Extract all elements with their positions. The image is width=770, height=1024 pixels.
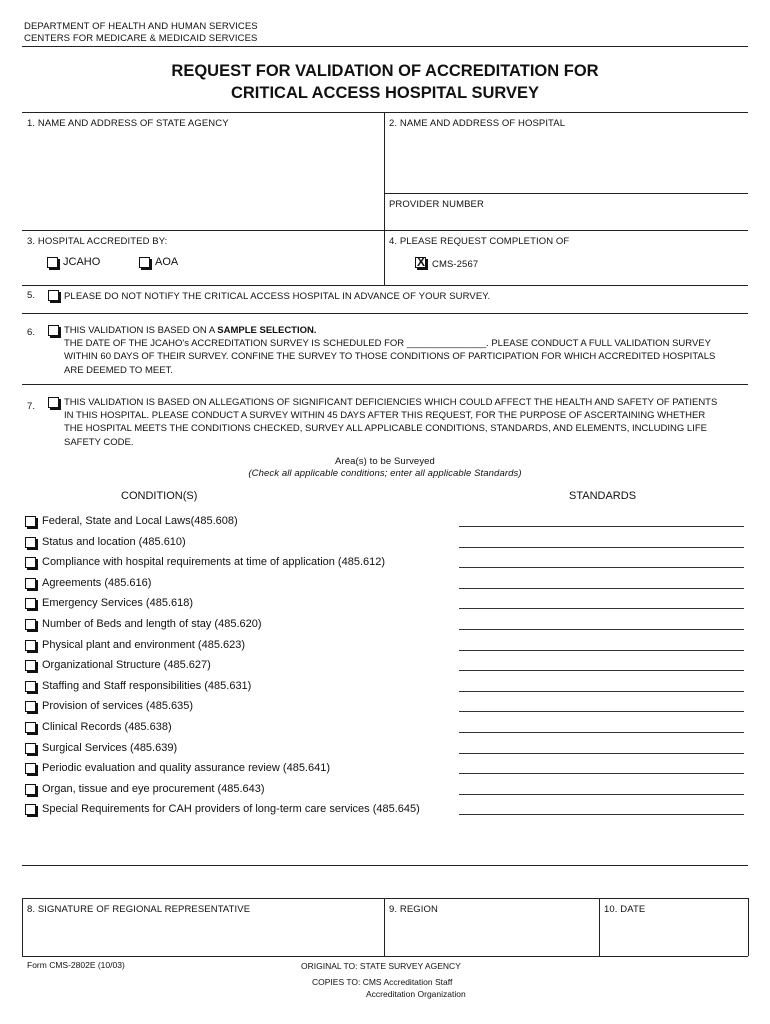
item6-divider xyxy=(22,313,748,314)
request-completion-label: 4. PLEASE REQUEST COMPLETION OF xyxy=(389,236,570,247)
item6-text-b: SAMPLE SELECTION. xyxy=(217,325,317,336)
item5-divider xyxy=(22,285,748,286)
condition-label: Compliance with hospital requirements at time of application (485.612) xyxy=(42,556,386,569)
item5-number: 5. xyxy=(27,290,36,301)
signature-box-right xyxy=(748,898,749,956)
item7-line-3: THE HOSPITAL MEETS THE CONDITIONS CHECKED, SURVEY ALL APPLICABLE CONDITIONS, STANDARDS, AND ELEMENTS, INCLUDING LIFE xyxy=(64,423,707,434)
standards-entry-line[interactable] xyxy=(459,608,744,609)
item6-text-a: THIS VALIDATION IS BASED ON A xyxy=(64,325,218,336)
item5-text: PLEASE DO NOT NOTIFY THE CRITICAL ACCESS HOSPITAL IN ADVANCE OF YOUR SURVEY. xyxy=(64,291,491,302)
provider-divider xyxy=(384,193,748,194)
item7-divider xyxy=(22,384,748,385)
condition-checkbox[interactable] xyxy=(25,598,36,609)
jcaho-label: JCAHO xyxy=(63,256,101,268)
cms-2567-checkbox[interactable] xyxy=(415,257,426,268)
cms-2567-label: CMS-2567 xyxy=(432,259,479,270)
agency-line-2: CENTERS FOR MEDICARE & MEDICAID SERVICES xyxy=(24,33,258,44)
condition-checkbox[interactable] xyxy=(25,537,36,548)
item7-line-2: IN THIS HOSPITAL. PLEASE CONDUCT A SURVEY WITHIN 45 DAYS AFTER THIS REQUEST, FOR THE PURPOSE OF ASCERTAINING WHETHER xyxy=(64,410,706,421)
signature-box-bottom xyxy=(22,956,748,957)
condition-label: Clinical Records (485.638) xyxy=(42,721,172,733)
standards-entry-line[interactable] xyxy=(459,711,744,712)
condition-checkbox[interactable] xyxy=(25,784,36,795)
state-agency-label: 1. NAME AND ADDRESS OF STATE AGENCY xyxy=(27,118,229,129)
standards-entry-line[interactable] xyxy=(459,814,744,815)
condition-label: Provision of services (485.635) xyxy=(42,700,194,713)
condition-checkbox[interactable] xyxy=(25,701,36,712)
condition-label: Agreements (485.616) xyxy=(42,576,152,589)
item5-checkbox[interactable] xyxy=(48,290,59,301)
conditions-header: CONDITION(S) xyxy=(121,490,198,502)
standards-header: STANDARDS xyxy=(569,490,637,502)
condition-checkbox[interactable] xyxy=(25,722,36,733)
standards-entry-line[interactable] xyxy=(459,732,744,733)
item6-line-3: WITHIN 60 DAYS OF THEIR SURVEY. CONFINE THE SURVEY TO THOSE CONDITIONS OF PARTICIPATION FOR WHICH ACCREDITED HOSPITALS xyxy=(64,351,716,362)
item6-checkbox[interactable] xyxy=(48,325,59,336)
condition-label: Physical plant and environment (485.623) xyxy=(42,638,246,651)
standards-entry-line[interactable] xyxy=(459,794,744,795)
condition-label: Number of Beds and length of stay (485.620) xyxy=(42,618,262,630)
jcaho-checkbox[interactable] xyxy=(47,257,58,268)
header-divider xyxy=(22,46,748,47)
condition-label: Status and location (485.610) xyxy=(42,535,186,548)
original-to: ORIGINAL TO: STATE SURVEY AGENCY xyxy=(301,961,461,971)
condition-label: Organizational Structure (485.627) xyxy=(42,659,211,672)
item7-number: 7. xyxy=(27,401,36,412)
condition-label: Emergency Services (485.618) xyxy=(42,597,194,610)
standards-entry-line[interactable] xyxy=(459,629,744,630)
standards-entry-line[interactable] xyxy=(459,691,744,692)
standards-entry-line[interactable] xyxy=(459,547,744,548)
condition-checkbox[interactable] xyxy=(25,763,36,774)
standards-entry-line[interactable] xyxy=(459,670,744,671)
item7-line-4: SAFETY CODE. xyxy=(64,437,134,448)
item6-number: 6. xyxy=(27,327,36,338)
signature-box-top xyxy=(22,898,748,899)
standards-entry-line[interactable] xyxy=(459,567,744,568)
aoa-checkbox[interactable] xyxy=(139,257,150,268)
condition-checkbox[interactable] xyxy=(25,660,36,671)
item7-checkbox[interactable] xyxy=(48,397,59,408)
agency-line-1: DEPARTMENT OF HEALTH AND HUMAN SERVICES xyxy=(24,21,258,32)
form-id: Form CMS-2802E (10/03) xyxy=(27,960,125,970)
copies-to: COPIES TO: CMS Accreditation Staff xyxy=(312,977,453,987)
conditions-bottom-line xyxy=(22,865,748,866)
condition-label: Special Requirements for CAH providers of long-term care services (485.645) xyxy=(42,803,420,816)
copies-to-2: Accreditation Organization xyxy=(366,989,466,999)
form-title-line-2: CRITICAL ACCESS HOSPITAL SURVEY xyxy=(230,84,540,102)
condition-label: Staffing and Staff responsibilities (485.631) xyxy=(42,679,252,692)
section3-divider xyxy=(22,230,748,231)
condition-checkbox[interactable] xyxy=(25,516,36,527)
standards-entry-line[interactable] xyxy=(459,753,744,754)
standards-entry-line[interactable] xyxy=(459,650,744,651)
signature-label: 8. SIGNATURE OF REGIONAL REPRESENTATIVE xyxy=(27,904,251,915)
condition-label: Organ, tissue and eye procurement (485.643) xyxy=(42,782,265,795)
aoa-label: AOA xyxy=(155,256,179,268)
standards-entry-line[interactable] xyxy=(459,588,744,589)
region-label: 9. REGION xyxy=(389,904,438,915)
condition-checkbox[interactable] xyxy=(25,804,36,815)
box-divider xyxy=(384,112,385,285)
areas-heading: Area(s) to be Surveyed xyxy=(335,456,435,467)
hospital-label: 2. NAME AND ADDRESS OF HOSPITAL xyxy=(389,118,566,129)
condition-checkbox[interactable] xyxy=(25,743,36,754)
date-label: 10. DATE xyxy=(604,904,646,915)
condition-checkbox[interactable] xyxy=(25,619,36,630)
standards-entry-line[interactable] xyxy=(459,526,744,527)
condition-checkbox[interactable] xyxy=(25,681,36,692)
item6-line-2: THE DATE OF THE JCAHO's ACCREDITATION SURVEY IS SCHEDULED FOR _______________. PLEASE CONDUCT A FULL VALIDATION SURVEY xyxy=(64,338,711,349)
item7-line-1: THIS VALIDATION IS BASED ON ALLEGATIONS OF SIGNIFICANT DEFICIENCIES WHICH COULD AFFECT THE HEALTH AND SAFETY OF PATIENTS xyxy=(64,397,718,408)
signature-box-divider-2 xyxy=(599,898,600,956)
item6-line-1 xyxy=(64,324,317,338)
box-top-line xyxy=(22,112,748,113)
provider-number-label: PROVIDER NUMBER xyxy=(389,199,484,210)
areas-subheading: (Check all applicable conditions; enter all applicable Standards) xyxy=(248,468,522,479)
standards-entry-line[interactable] xyxy=(459,773,744,774)
condition-label: Surgical Services (485.639) xyxy=(42,741,178,754)
condition-checkbox[interactable] xyxy=(25,557,36,568)
condition-checkbox[interactable] xyxy=(25,578,36,589)
condition-label: Periodic evaluation and quality assurance review (485.641) xyxy=(42,762,331,775)
accredited-by-label: 3. HOSPITAL ACCREDITED BY: xyxy=(27,236,168,247)
condition-label: Federal, State and Local Laws(485.608) xyxy=(42,515,238,527)
signature-box-divider-1 xyxy=(384,898,385,956)
item6-line-4: ARE DEEMED TO MEET. xyxy=(64,365,173,376)
condition-checkbox[interactable] xyxy=(25,640,36,651)
signature-box-left xyxy=(22,898,23,956)
form-title-line-1: REQUEST FOR VALIDATION OF ACCREDITATION FOR xyxy=(171,62,599,80)
